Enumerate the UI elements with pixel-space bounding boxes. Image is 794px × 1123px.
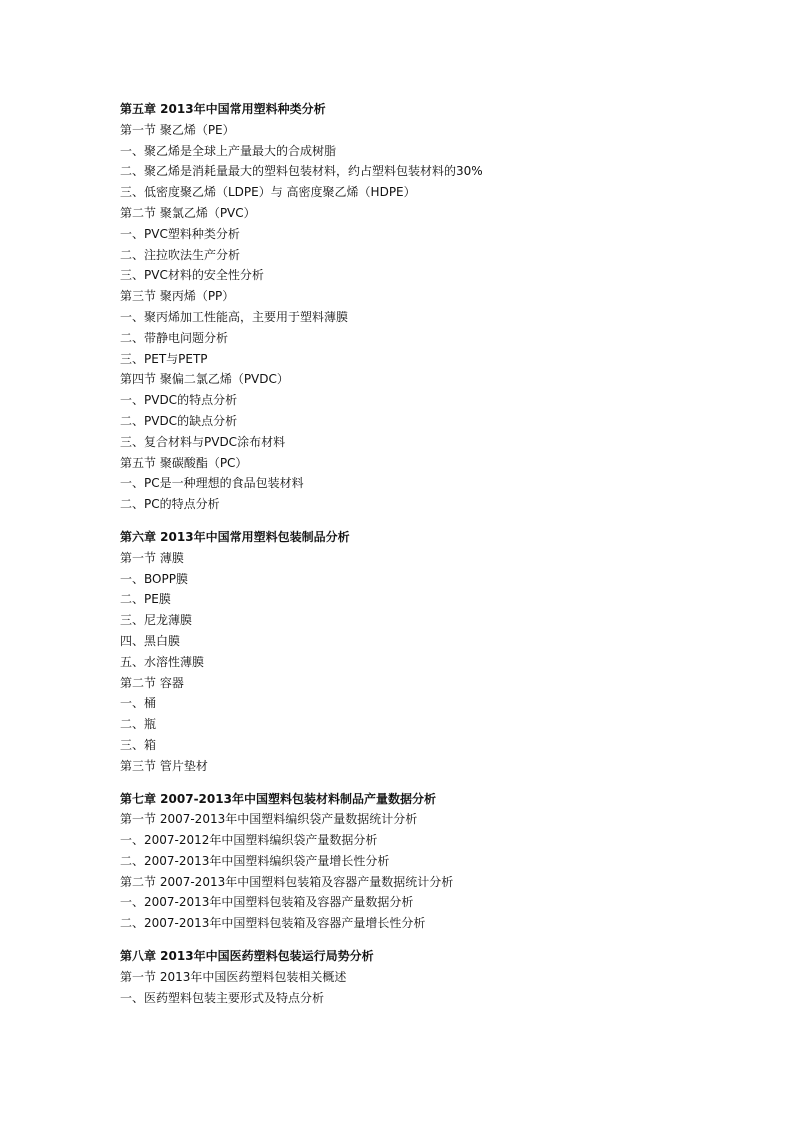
section-heading: 第一节 2013年中国医药塑料包装相关概述 [120,969,347,984]
subsection-item: 三、低密度聚乙烯（LDPE）与 高密度聚乙烯（HDPE） [120,185,416,200]
chapter-8 [120,946,760,1008]
subsection-item: 一、聚乙烯是全球上产量最大的合成树脂 [120,143,337,158]
subsection-item: 二、PE膜 [120,592,171,607]
section-heading: 第一节 聚乙烯（PE） [120,122,235,137]
subsection-item: 一、BOPP膜 [120,571,188,586]
subsection-item: 三、尼龙薄膜 [120,613,193,628]
chapter-title: 第八章 2013年中国医药塑料包装运行局势分析 [120,949,374,964]
section-heading: 第三节 管片垫材 [120,758,208,773]
chapter-title: 第五章 2013年中国常用塑料种类分析 [120,102,326,116]
subsection-item: 三、复合材料与PVDC涂布材料 [120,434,286,449]
subsection-item: 二、PVDC的缺点分析 [120,413,238,428]
subsection-item: 一、聚丙烯加工性能高，主要用于塑料薄膜 [120,309,349,324]
section-heading: 第一节 薄膜 [120,550,184,565]
chapter-6 [120,527,760,777]
subsection-item: 二、瓶 [120,717,157,732]
subsection-item: 二、带静电问题分析 [120,330,229,345]
section-heading: 第四节 聚偏二氯乙烯（PVDC） [120,372,289,387]
document-page [120,99,760,1008]
subsection-item: 一、PVDC的特点分析 [120,393,238,408]
subsection-item: 二、2007-2013年中国塑料编织袋产量增长性分析 [120,853,390,868]
subsection-item: 三、PET与PETP [120,351,208,366]
subsection-item: 一、PVC塑料种类分析 [120,226,240,241]
subsection-item: 三、箱 [120,737,157,752]
chapter-5 [120,99,760,515]
chapter-7 [120,789,760,935]
subsection-item: 二、聚乙烯是消耗量最大的塑料包装材料，约占塑料包装材料的30% [120,164,483,179]
subsection-item: 二、2007-2013年中国塑料包装箱及容器产量增长性分析 [120,916,426,931]
subsection-item: 一、桶 [120,696,157,711]
section-heading: 第五节 聚碳酸酯（PC） [120,455,248,470]
section-heading: 第二节 聚氯乙烯（PVC） [120,205,256,220]
subsection-item: 一、2007-2012年中国塑料编织袋产量数据分析 [120,833,378,848]
section-heading: 第二节 2007-2013年中国塑料包装箱及容器产量数据统计分析 [120,874,454,889]
section-heading: 第一节 2007-2013年中国塑料编织袋产量数据统计分析 [120,812,418,827]
chapter-title: 第七章 2007-2013年中国塑料包装材料制品产量数据分析 [120,791,436,806]
section-heading: 第二节 容器 [120,675,184,690]
subsection-item: 一、2007-2013年中国塑料包装箱及容器产量数据分析 [120,895,414,910]
subsection-item: 一、医药塑料包装主要形式及特点分析 [120,990,325,1005]
subsection-item: 一、PC是一种理想的食品包装材料 [120,476,304,491]
subsection-item: 二、注拉吹法生产分析 [120,247,241,262]
subsection-item: 三、PVC材料的安全性分析 [120,268,264,283]
subsection-item: 五、水溶性薄膜 [120,654,205,669]
subsection-item: 二、PC的特点分析 [120,497,220,512]
section-heading: 第三节 聚丙烯（PP） [120,289,235,304]
subsection-item: 四、黑白膜 [120,633,181,648]
chapter-title: 第六章 2013年中国常用塑料包装制品分析 [120,529,350,544]
